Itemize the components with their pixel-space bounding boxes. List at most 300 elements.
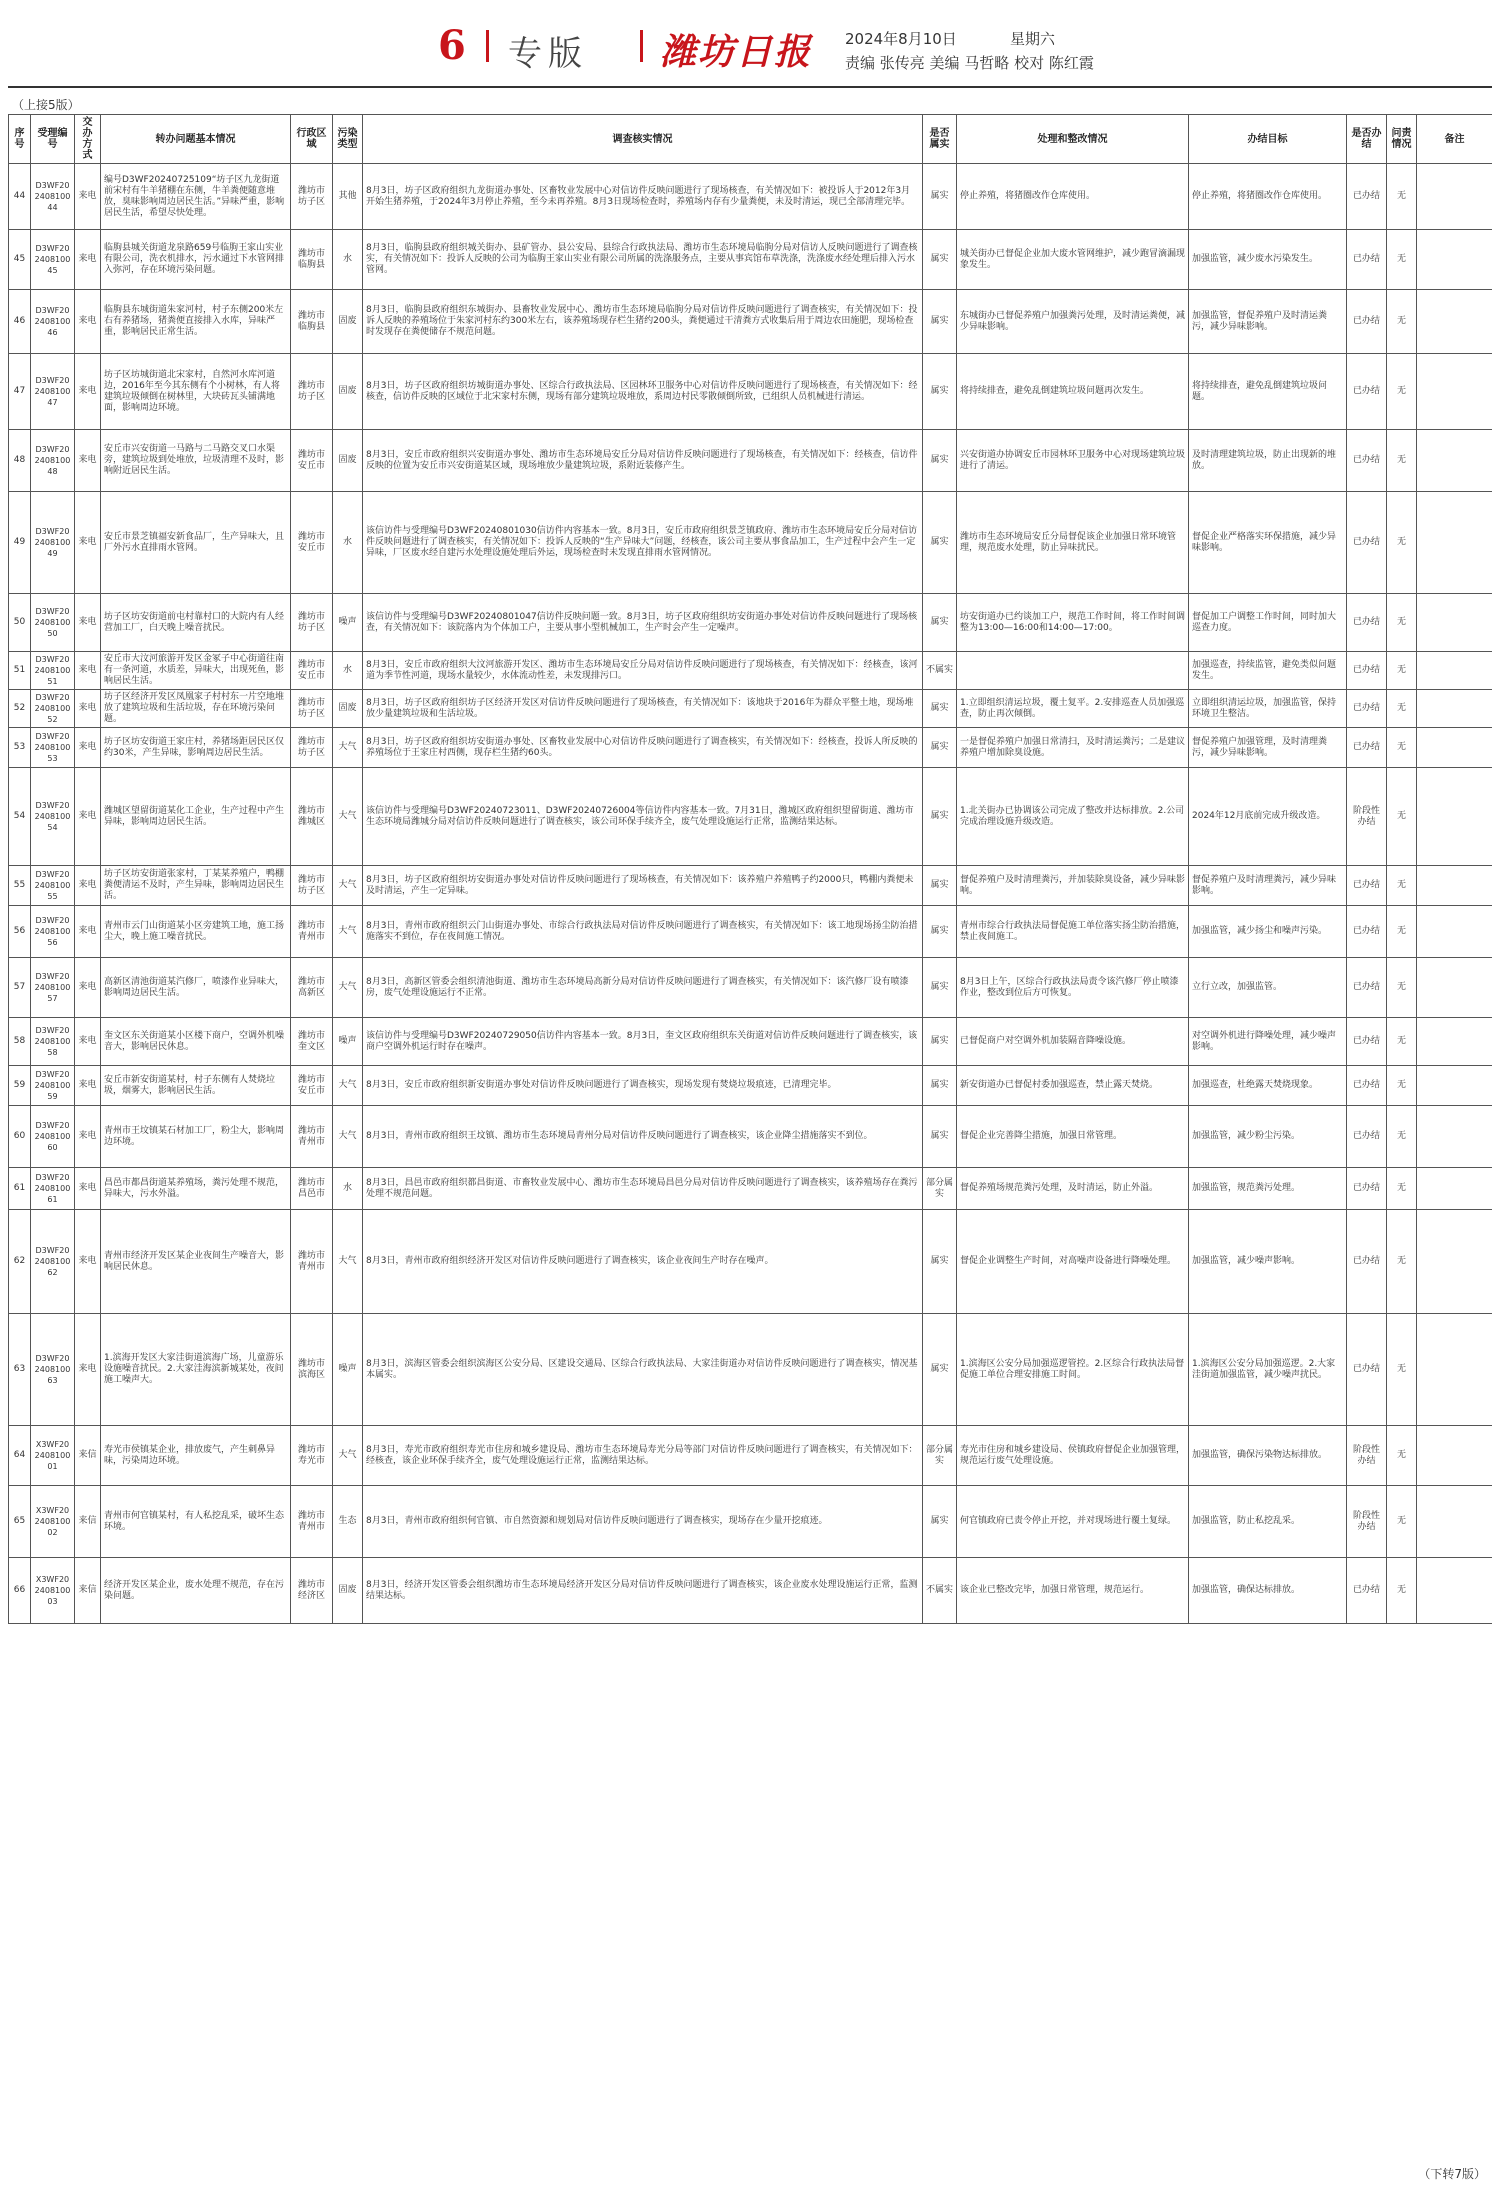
verified-status: 属实 — [923, 164, 957, 230]
continued-from: （上接5版） — [12, 98, 80, 112]
issue-summary: 坊子区经济开发区凤凰家子村村东一片空地堆放了建筑垃圾和生活垃圾，存在环境污染问题。 — [101, 690, 291, 728]
handling-measures: 潍坊市生态环境局安丘分局督促该企业加强日常环境管理，规范废水处理，防止异味扰民。 — [957, 492, 1189, 594]
table-row — [9, 430, 1493, 492]
pollution-type: 固废 — [333, 1558, 363, 1624]
remarks — [1417, 1486, 1493, 1558]
column-header: 备注 — [1417, 115, 1493, 164]
issue-summary: 高新区清池街道某汽修厂，喷漆作业异味大，影响周边居民生活。 — [101, 958, 291, 1018]
investigation: 8月3日，滨海区管委会组织滨海区公安分局、区建设交通局、区综合行政执法局、大家洼街道办对信访件反映问题进行了调查核实，情况基本属实。 — [363, 1314, 923, 1426]
row-number: 47 — [9, 354, 31, 430]
investigation: 8月3日，青州市政府组织王坟镇、潍坊市生态环境局青州分局对信访件反映问题进行了调查核实，该企业降尘措施落实不到位。 — [363, 1106, 923, 1168]
case-id: X3WF20240810003 — [31, 1558, 75, 1624]
table-row — [9, 164, 1493, 230]
handling-measures: 已督促商户对空调外机加装隔音降噪设施。 — [957, 1018, 1189, 1066]
pollution-type: 大气 — [333, 1210, 363, 1314]
issue-summary: 坊子区坊安街道王家庄村，养猪场距居民区仅约30米，产生异味，影响周边居民生活。 — [101, 728, 291, 768]
submission-mode: 来电 — [75, 354, 101, 430]
resolution-goal: 对空调外机进行降噪处理，减少噪声影响。 — [1189, 1018, 1347, 1066]
handling-measures: 督促企业调整生产时间，对高噪声设备进行降噪处理。 — [957, 1210, 1189, 1314]
issue-weekday: 星期六 — [1010, 30, 1056, 48]
accountability: 无 — [1387, 290, 1417, 354]
accountability: 无 — [1387, 1210, 1417, 1314]
issue-summary: 安丘市兴安街道一马路与二马路交叉口水渠旁，建筑垃圾到处堆放，垃圾清理不及时，影响附近居民生活。 — [101, 430, 291, 492]
verified-status: 属实 — [923, 430, 957, 492]
issue-summary: 经济开发区某企业，废水处理不规范，存在污染问题。 — [101, 1558, 291, 1624]
row-number: 55 — [9, 866, 31, 906]
case-id: D3WF20240810054 — [31, 768, 75, 866]
remarks — [1417, 958, 1493, 1018]
closure-status: 阶段性办结 — [1347, 1486, 1387, 1558]
row-number: 45 — [9, 230, 31, 290]
investigation: 8月3日，坊子区政府组织坊安街道办事处对信访件反映问题进行了现场核查，有关情况如下：该养殖户养殖鸭子约2000只，鸭棚内粪便未及时清运，产生一定异味。 — [363, 866, 923, 906]
issue-summary: 寿光市侯镇某企业，排放废气，产生刺鼻异味，污染周边环境。 — [101, 1426, 291, 1486]
submission-mode: 来电 — [75, 690, 101, 728]
resolution-goal: 1.滨海区公安分局加强巡逻。2.大家洼街道加强监管，减少噪声扰民。 — [1189, 1314, 1347, 1426]
investigation: 8月3日，临朐县政府组织东城街办、县畜牧业发展中心、潍坊市生态环境局临朐分局对信访件反映问题进行了调查核实，有关情况如下：投诉人反映的养殖场位于朱家河村东约300米左右，该养殖场现存栏生猪约200头，粪便通过干清粪方式收集后用于周边农田施肥，现场检查时发现存在粪便储存不规范问题。 — [363, 290, 923, 354]
pollution-type: 固废 — [333, 690, 363, 728]
verified-status: 属实 — [923, 1066, 957, 1106]
investigation: 8月3日，安丘市政府组织大汶河旅游开发区、潍坊市生态环境局安丘分局对信访件反映问题进行了现场核查，有关情况如下：经核查，该河道为季节性河道，现场水量较少，水体流动性差，未发现排污口。 — [363, 652, 923, 690]
case-id: D3WF20240810060 — [31, 1106, 75, 1168]
pollution-type: 大气 — [333, 958, 363, 1018]
closure-status: 已办结 — [1347, 652, 1387, 690]
pollution-type: 其他 — [333, 164, 363, 230]
handling-measures: 新安街道办已督促村委加强巡查，禁止露天焚烧。 — [957, 1066, 1189, 1106]
investigation: 8月3日，坊子区政府组织坊安街道办事处、区畜牧业发展中心对信访件反映问题进行了调查核实，有关情况如下：经核查，投诉人所反映的养殖场位于王家庄村西侧，现存栏生猪约60头。 — [363, 728, 923, 768]
table-row — [9, 1426, 1493, 1486]
case-id: D3WF20240810052 — [31, 690, 75, 728]
admin-region: 潍坊市潍城区 — [291, 768, 333, 866]
resolution-goal: 督促加工户调整工作时间，同时加大巡查力度。 — [1189, 594, 1347, 652]
closure-status: 已办结 — [1347, 354, 1387, 430]
row-number: 57 — [9, 958, 31, 1018]
submission-mode: 来电 — [75, 290, 101, 354]
table-row — [9, 230, 1493, 290]
submission-mode: 来电 — [75, 1168, 101, 1210]
column-header: 序号 — [9, 115, 31, 164]
section-title: 专版 — [508, 34, 588, 74]
table-row — [9, 768, 1493, 866]
handling-measures: 停止养殖，将猪圈改作仓库使用。 — [957, 164, 1189, 230]
handling-measures: 城关街办已督促企业加大废水管网维护，减少跑冒滴漏现象发生。 — [957, 230, 1189, 290]
pollution-type: 水 — [333, 230, 363, 290]
remarks — [1417, 230, 1493, 290]
accountability: 无 — [1387, 1018, 1417, 1066]
verified-status: 属实 — [923, 354, 957, 430]
issue-summary: 青州市云门山街道某小区旁建筑工地，施工扬尘大，晚上施工噪音扰民。 — [101, 906, 291, 958]
accountability: 无 — [1387, 958, 1417, 1018]
table-row — [9, 652, 1493, 690]
closure-status: 已办结 — [1347, 1168, 1387, 1210]
case-id: X3WF20240810002 — [31, 1486, 75, 1558]
closure-status: 已办结 — [1347, 164, 1387, 230]
accountability: 无 — [1387, 1486, 1417, 1558]
remarks — [1417, 768, 1493, 866]
investigation: 8月3日，昌邑市政府组织都昌街道、市畜牧业发展中心、潍坊市生态环境局昌邑分局对信访件反映问题进行了调查核实，该养殖场存在粪污处理不规范问题。 — [363, 1168, 923, 1210]
case-id: D3WF20240810048 — [31, 430, 75, 492]
accountability: 无 — [1387, 354, 1417, 430]
column-header: 办结目标 — [1189, 115, 1347, 164]
table-row — [9, 1168, 1493, 1210]
verified-status: 属实 — [923, 230, 957, 290]
case-id: D3WF20240810053 — [31, 728, 75, 768]
issue-summary: 奎文区东关街道某小区楼下商户，空调外机噪音大，影响居民休息。 — [101, 1018, 291, 1066]
case-id: D3WF20240810056 — [31, 906, 75, 958]
submission-mode: 来电 — [75, 728, 101, 768]
resolution-goal: 加强监管，减少粉尘污染。 — [1189, 1106, 1347, 1168]
row-number: 64 — [9, 1426, 31, 1486]
row-number: 65 — [9, 1486, 31, 1558]
accountability: 无 — [1387, 230, 1417, 290]
handling-measures: 兴安街道办协调安丘市园林环卫服务中心对现场建筑垃圾进行了清运。 — [957, 430, 1189, 492]
admin-region: 潍坊市高新区 — [291, 958, 333, 1018]
pollution-type: 噪声 — [333, 1314, 363, 1426]
handling-measures: 何官镇政府已责令停止开挖，并对现场进行覆土复绿。 — [957, 1486, 1189, 1558]
row-number: 62 — [9, 1210, 31, 1314]
closure-status: 已办结 — [1347, 290, 1387, 354]
accountability: 无 — [1387, 594, 1417, 652]
case-id: D3WF20240810047 — [31, 354, 75, 430]
verified-status: 不属实 — [923, 1558, 957, 1624]
case-id: D3WF20240810044 — [31, 164, 75, 230]
handling-measures: 将持续排查，避免乱倒建筑垃圾问题再次发生。 — [957, 354, 1189, 430]
case-id: D3WF20240810063 — [31, 1314, 75, 1426]
handling-measures: 督促养殖场规范粪污处理，及时清运，防止外溢。 — [957, 1168, 1189, 1210]
table-row — [9, 1486, 1493, 1558]
submission-mode: 来电 — [75, 768, 101, 866]
pollution-type: 大气 — [333, 1106, 363, 1168]
pollution-type: 大气 — [333, 866, 363, 906]
pollution-type: 固废 — [333, 354, 363, 430]
admin-region: 潍坊市经济区 — [291, 1558, 333, 1624]
handling-measures: 该企业已整改完毕，加强日常管理，规范运行。 — [957, 1558, 1189, 1624]
row-number: 63 — [9, 1314, 31, 1426]
admin-region: 潍坊市安丘市 — [291, 1066, 333, 1106]
closure-status: 已办结 — [1347, 230, 1387, 290]
submission-mode: 来电 — [75, 1018, 101, 1066]
pollution-type: 水 — [333, 1168, 363, 1210]
verified-status: 属实 — [923, 1314, 957, 1426]
submission-mode: 来电 — [75, 1106, 101, 1168]
submission-mode: 来信 — [75, 1486, 101, 1558]
table-row — [9, 906, 1493, 958]
resolution-goal: 加强监管，防止私挖乱采。 — [1189, 1486, 1347, 1558]
remarks — [1417, 866, 1493, 906]
masthead — [0, 0, 1500, 88]
admin-region: 潍坊市滨海区 — [291, 1314, 333, 1426]
closure-status: 已办结 — [1347, 1018, 1387, 1066]
admin-region: 潍坊市青州市 — [291, 1106, 333, 1168]
handling-measures: 督促养殖户及时清理粪污，并加装除臭设备，减少异味影响。 — [957, 866, 1189, 906]
page-number: 6 — [438, 22, 466, 69]
admin-region: 潍坊市奎文区 — [291, 1018, 333, 1066]
case-id: D3WF20240810058 — [31, 1018, 75, 1066]
submission-mode: 来信 — [75, 1426, 101, 1486]
remarks — [1417, 906, 1493, 958]
issue-summary: 编号D3WF20240725109“坊子区九龙街道前宋村有牛羊猪棚在东侧，牛羊粪便随意堆放，臭味影响周边居民生活。”异味严重，影响居民生活，希望尽快处理。 — [101, 164, 291, 230]
investigation: 8月3日，坊子区政府组织九龙街道办事处、区畜牧业发展中心对信访件反映问题进行了现场核查，有关情况如下：被投诉人于2012年3月开始生猪养殖，于2024年3月停止养殖，至今未再养殖。8月3日现场检查时，养殖场内存有少量粪便，未及时清运，现已全部清理完毕。 — [363, 164, 923, 230]
investigation: 该信访件与受理编号D3WF20240801047信访件反映问题一致。8月3日，坊子区政府组织坊安街道办事处对信访件反映问题进行了现场核查，有关情况如下：该院落内为个体加工户，主要从事小型机械加工，生产时会产生一定噪声。 — [363, 594, 923, 652]
submission-mode: 来信 — [75, 1558, 101, 1624]
remarks — [1417, 1168, 1493, 1210]
investigation: 8月3日，青州市政府组织何官镇、市自然资源和规划局对信访件反映问题进行了调查核实，现场存在少量开挖痕迹。 — [363, 1486, 923, 1558]
complaint-table-wrapper — [8, 114, 1492, 2162]
verified-status: 属实 — [923, 1106, 957, 1168]
admin-region: 潍坊市安丘市 — [291, 652, 333, 690]
issue-summary: 安丘市景芝镇福安新食品厂，生产异味大，且厂外污水直排雨水管网。 — [101, 492, 291, 594]
table-row — [9, 1066, 1493, 1106]
accountability: 无 — [1387, 492, 1417, 594]
issue-summary: 青州市何官镇某村，有人私挖乱采，破坏生态环境。 — [101, 1486, 291, 1558]
table-row — [9, 594, 1493, 652]
resolution-goal: 加强监管，减少噪声影响。 — [1189, 1210, 1347, 1314]
accountability: 无 — [1387, 1426, 1417, 1486]
remarks — [1417, 164, 1493, 230]
verified-status: 属实 — [923, 594, 957, 652]
accountability: 无 — [1387, 164, 1417, 230]
admin-region: 潍坊市青州市 — [291, 1486, 333, 1558]
verified-status: 属实 — [923, 958, 957, 1018]
submission-mode: 来电 — [75, 430, 101, 492]
table-row — [9, 1018, 1493, 1066]
column-header: 是否属实 — [923, 115, 957, 164]
accountability: 无 — [1387, 1066, 1417, 1106]
handling-measures: 一是督促养殖户加强日常清扫，及时清运粪污；二是建议养殖户增加除臭设施。 — [957, 728, 1189, 768]
accountability: 无 — [1387, 690, 1417, 728]
resolution-goal: 2024年12月底前完成升级改造。 — [1189, 768, 1347, 866]
handling-measures: 坊安街道办已约谈加工户，规范工作时间，将工作时间调整为13:00—16:00和14:00—17:00。 — [957, 594, 1189, 652]
issue-summary: 昌邑市都昌街道某养殖场，粪污处理不规范，异味大，污水外溢。 — [101, 1168, 291, 1210]
investigation: 该信访件与受理编号D3WF20240723011、D3WF20240726004等信访件内容基本一致。7月31日，潍城区政府组织望留街道、潍坊市生态环境局潍城分局对信访件反映问题进行了调查核实，该公司环保手续齐全，废气处理设施运行正常，监测结果达标。 — [363, 768, 923, 866]
column-header: 受理编号 — [31, 115, 75, 164]
case-id: D3WF20240810049 — [31, 492, 75, 594]
issue-summary: 安丘市大汶河旅游开发区金冢子中心街道往南有一条河道，水质差，异味大，出现死鱼，影响居民生活。 — [101, 652, 291, 690]
row-number: 56 — [9, 906, 31, 958]
closure-status: 已办结 — [1347, 866, 1387, 906]
remarks — [1417, 290, 1493, 354]
table-row — [9, 958, 1493, 1018]
accountability: 无 — [1387, 430, 1417, 492]
closure-status: 已办结 — [1347, 1106, 1387, 1168]
admin-region: 潍坊市坊子区 — [291, 354, 333, 430]
row-number: 54 — [9, 768, 31, 866]
admin-region: 潍坊市青州市 — [291, 1210, 333, 1314]
issue-summary: 临朐县城关街道龙泉路659号临朐王家山实业有限公司，洗衣机排水，污水通过下水管网排入弥河，存在环境污染问题。 — [101, 230, 291, 290]
submission-mode: 来电 — [75, 906, 101, 958]
table-header-row — [9, 115, 1493, 164]
investigation: 8月3日，寿光市政府组织寿光市住房和城乡建设局、潍坊市生态环境局寿光分局等部门对信访件反映问题进行了调查核实，有关情况如下：经核查，该企业环保手续齐全，废气处理设施运行正常，监测结果达标。 — [363, 1426, 923, 1486]
remarks — [1417, 594, 1493, 652]
complaint-table — [8, 114, 1492, 1624]
divider — [640, 30, 643, 62]
investigation: 8月3日，青州市政府组织云门山街道办事处、市综合行政执法局对信访件反映问题进行了调查核实，有关情况如下：该工地现场扬尘防治措施落实不到位，存在夜间施工情况。 — [363, 906, 923, 958]
issue-date: 2024年8月10日 — [845, 30, 957, 48]
investigation: 该信访件与受理编号D3WF20240729050信访件内容基本一致。8月3日，奎文区政府组织东关街道对信访件反映问题进行了调查核实，该商户空调外机运行时存在噪声。 — [363, 1018, 923, 1066]
submission-mode: 来电 — [75, 164, 101, 230]
row-number: 61 — [9, 1168, 31, 1210]
submission-mode: 来电 — [75, 230, 101, 290]
admin-region: 潍坊市青州市 — [291, 906, 333, 958]
closure-status: 已办结 — [1347, 492, 1387, 594]
submission-mode: 来电 — [75, 1066, 101, 1106]
submission-mode: 来电 — [75, 492, 101, 594]
case-id: D3WF20240810046 — [31, 290, 75, 354]
remarks — [1417, 1210, 1493, 1314]
row-number: 66 — [9, 1558, 31, 1624]
issue-summary: 坊子区坊城街道北宋家村，自然河水库河道边，2016年至今其东侧有个小树林，有人将建筑垃圾倾倒在树林里，大块砖瓦头铺满地面，影响周边环境。 — [101, 354, 291, 430]
handling-measures: 督促企业完善降尘措施，加强日常管理。 — [957, 1106, 1189, 1168]
case-id: D3WF20240810055 — [31, 866, 75, 906]
row-number: 60 — [9, 1106, 31, 1168]
issue-summary: 青州市王坟镇某石材加工厂，粉尘大，影响周边环境。 — [101, 1106, 291, 1168]
column-header: 交办方式 — [75, 115, 101, 164]
row-number: 50 — [9, 594, 31, 652]
resolution-goal: 督促企业严格落实环保措施，减少异味影响。 — [1189, 492, 1347, 594]
issue-summary: 潍城区望留街道某化工企业，生产过程中产生异味，影响周边居民生活。 — [101, 768, 291, 866]
remarks — [1417, 728, 1493, 768]
remarks — [1417, 1066, 1493, 1106]
investigation: 8月3日，安丘市政府组织新安街道办事处对信访件反映问题进行了调查核实，现场发现有焚烧垃圾痕迹，已清理完毕。 — [363, 1066, 923, 1106]
accountability: 无 — [1387, 728, 1417, 768]
verified-status: 属实 — [923, 768, 957, 866]
pollution-type: 大气 — [333, 906, 363, 958]
closure-status: 已办结 — [1347, 958, 1387, 1018]
investigation: 8月3日，临朐县政府组织城关街办、县矿管办、县公安局、县综合行政执法局、潍坊市生态环境局临朐分局对信访人反映问题进行了调查核实，有关情况如下：投诉人反映的公司为临朐王家山实业有限公司所属的洗涤服务点，主要从事宾馆布草洗涤，洗涤废水经处理后排入污水管网。 — [363, 230, 923, 290]
remarks — [1417, 1018, 1493, 1066]
verified-status: 不属实 — [923, 652, 957, 690]
closure-status: 阶段性办结 — [1347, 768, 1387, 866]
submission-mode: 来电 — [75, 1314, 101, 1426]
row-number: 59 — [9, 1066, 31, 1106]
verified-status: 部分属实 — [923, 1168, 957, 1210]
closure-status: 已办结 — [1347, 1558, 1387, 1624]
handling-measures: 1.滨海区公安分局加强巡逻管控。2.区综合行政执法局督促施工单位合理安排施工时间。 — [957, 1314, 1189, 1426]
row-number: 46 — [9, 290, 31, 354]
case-id: D3WF20240810050 — [31, 594, 75, 652]
issue-summary: 安丘市新安街道某村，村子东侧有人焚烧垃圾，烟雾大，影响居民生活。 — [101, 1066, 291, 1106]
pollution-type: 生态 — [333, 1486, 363, 1558]
closure-status: 已办结 — [1347, 1314, 1387, 1426]
admin-region: 潍坊市临朐县 — [291, 230, 333, 290]
column-header: 问责情况 — [1387, 115, 1417, 164]
table-row — [9, 492, 1493, 594]
admin-region: 潍坊市寿光市 — [291, 1426, 333, 1486]
handling-measures: 寿光市住房和城乡建设局、侯镇政府督促企业加强管理，规范运行废气处理设施。 — [957, 1426, 1189, 1486]
issue-summary: 坊子区坊安街道张家村，丁某某养殖户，鸭棚粪便清运不及时，产生异味，影响周边居民生活。 — [101, 866, 291, 906]
pollution-type: 水 — [333, 492, 363, 594]
closure-status: 已办结 — [1347, 728, 1387, 768]
table-row — [9, 690, 1493, 728]
column-header: 调查核实情况 — [363, 115, 923, 164]
resolution-goal: 加强巡查，杜绝露天焚烧现象。 — [1189, 1066, 1347, 1106]
table-body — [9, 164, 1493, 1624]
resolution-goal: 督促养殖户及时清理粪污，减少异味影响。 — [1189, 866, 1347, 906]
closure-status: 已办结 — [1347, 594, 1387, 652]
closure-status: 已办结 — [1347, 430, 1387, 492]
column-header: 污染类型 — [333, 115, 363, 164]
row-number: 58 — [9, 1018, 31, 1066]
resolution-goal: 加强监管，确保污染物达标排放。 — [1189, 1426, 1347, 1486]
case-id: D3WF20240810059 — [31, 1066, 75, 1106]
handling-measures: 1.北关街办已协调该公司完成了整改并达标排放。2.公司完成治理设施升级改造。 — [957, 768, 1189, 866]
verified-status: 属实 — [923, 1486, 957, 1558]
accountability: 无 — [1387, 1314, 1417, 1426]
column-header: 行政区域 — [291, 115, 333, 164]
handling-measures: 1.立即组织清运垃圾，覆土复平。2.安排巡查人员加强巡查，防止再次倾倒。 — [957, 690, 1189, 728]
submission-mode: 来电 — [75, 958, 101, 1018]
admin-region: 潍坊市临朐县 — [291, 290, 333, 354]
table-row — [9, 290, 1493, 354]
table-row — [9, 1210, 1493, 1314]
issue-summary: 1.滨海开发区大家洼街道滨海广场，儿童游乐设施噪音扰民。2.大家洼海滨新城某处，夜间施工噪声大。 — [101, 1314, 291, 1426]
resolution-goal: 加强监管，确保达标排放。 — [1189, 1558, 1347, 1624]
remarks — [1417, 492, 1493, 594]
accountability: 无 — [1387, 1168, 1417, 1210]
verified-status: 属实 — [923, 906, 957, 958]
divider — [486, 30, 489, 62]
table-row — [9, 354, 1493, 430]
verified-status: 属实 — [923, 492, 957, 594]
resolution-goal: 加强监管，减少废水污染发生。 — [1189, 230, 1347, 290]
resolution-goal: 督促养殖户加强管理，及时清理粪污，减少异味影响。 — [1189, 728, 1347, 768]
admin-region: 潍坊市坊子区 — [291, 594, 333, 652]
investigation: 8月3日，青州市政府组织经济开发区对信访件反映问题进行了调查核实，该企业夜间生产时存在噪声。 — [363, 1210, 923, 1314]
handling-measures: 青州市综合行政执法局督促施工单位落实扬尘防治措施，禁止夜间施工。 — [957, 906, 1189, 958]
admin-region: 潍坊市昌邑市 — [291, 1168, 333, 1210]
pollution-type: 噪声 — [333, 594, 363, 652]
submission-mode: 来电 — [75, 652, 101, 690]
row-number: 51 — [9, 652, 31, 690]
table-row — [9, 1558, 1493, 1624]
case-id: D3WF20240810045 — [31, 230, 75, 290]
remarks — [1417, 1314, 1493, 1426]
investigation: 8月3日，安丘市政府组织兴安街道办事处、潍坊市生态环境局安丘分局对信访件反映问题进行了现场核查，有关情况如下：经核查，信访件反映的位置为安丘市兴安街道某区域，现场堆放少量建筑垃圾，系附近装修产生。 — [363, 430, 923, 492]
row-number: 52 — [9, 690, 31, 728]
remarks — [1417, 1558, 1493, 1624]
admin-region: 潍坊市坊子区 — [291, 728, 333, 768]
verified-status: 属实 — [923, 1018, 957, 1066]
verified-status: 属实 — [923, 728, 957, 768]
editor-credits: 责编 张传亮 美编 马哲略 校对 陈红霞 — [845, 54, 1094, 72]
admin-region: 潍坊市安丘市 — [291, 492, 333, 594]
remarks — [1417, 652, 1493, 690]
remarks — [1417, 690, 1493, 728]
row-number: 53 — [9, 728, 31, 768]
investigation: 8月3日，坊子区政府组织坊城街道办事处、区综合行政执法局、区园林环卫服务中心对信访件反映问题进行了现场核查，有关情况如下：经核查，信访件反映的区域位于北宋家村东侧，现场有部分建筑垃圾堆放，系周边村民零散倾倒所致，已组织人员机械进行清运。 — [363, 354, 923, 430]
closure-status: 已办结 — [1347, 906, 1387, 958]
verified-status: 属实 — [923, 290, 957, 354]
accountability: 无 — [1387, 906, 1417, 958]
investigation: 8月3日，高新区管委会组织清池街道、潍坊市生态环境局高新分局对信访件反映问题进行了调查核实，有关情况如下：该汽修厂设有喷漆房，废气处理设施运行不正常。 — [363, 958, 923, 1018]
handling-measures: 东城街办已督促养殖户加强粪污处理，及时清运粪便，减少异味影响。 — [957, 290, 1189, 354]
table-row — [9, 1314, 1493, 1426]
accountability: 无 — [1387, 866, 1417, 906]
table-row — [9, 1106, 1493, 1168]
closure-status: 已办结 — [1347, 690, 1387, 728]
case-id: D3WF20240810057 — [31, 958, 75, 1018]
case-id: D3WF20240810051 — [31, 652, 75, 690]
resolution-goal: 停止养殖，将猪圈改作仓库使用。 — [1189, 164, 1347, 230]
submission-mode: 来电 — [75, 1210, 101, 1314]
pollution-type: 大气 — [333, 768, 363, 866]
remarks — [1417, 430, 1493, 492]
case-id: X3WF20240810001 — [31, 1426, 75, 1486]
resolution-goal: 立即组织清运垃圾，加强监管，保持环境卫生整洁。 — [1189, 690, 1347, 728]
investigation: 8月3日，坊子区政府组织坊子区经济开发区对信访件反映问题进行了现场核查，有关情况如下：该地块于2016年为群众平整土地，现场堆放少量建筑垃圾和生活垃圾。 — [363, 690, 923, 728]
verified-status: 属实 — [923, 690, 957, 728]
row-number: 48 — [9, 430, 31, 492]
accountability: 无 — [1387, 1106, 1417, 1168]
